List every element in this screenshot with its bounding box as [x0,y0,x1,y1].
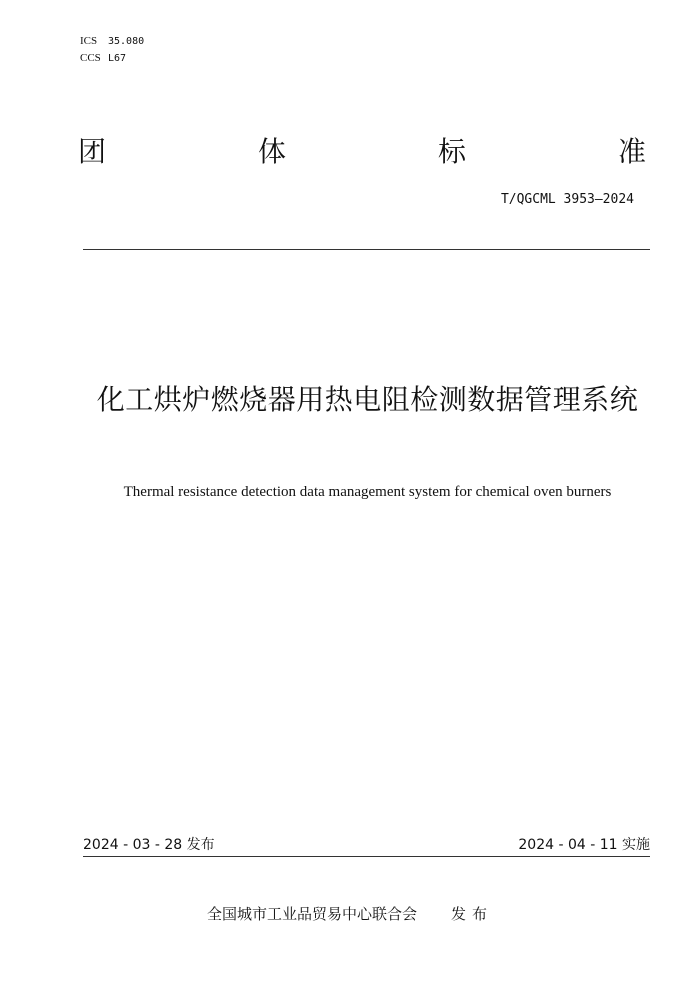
ccs-row [80,50,144,67]
ics-code: 35.080 [108,36,145,47]
standard-kind-char: 标 [437,135,466,168]
standard-kind-char: 准 [617,135,646,168]
publish-action: 发布 [451,905,494,923]
ccs-code: L67 [108,53,127,64]
standard-kind-heading [78,134,646,170]
document-title-chinese: 化工烘炉燃烧器用热电阻检测数据管理系统 [96,383,639,416]
standard-kind-char: 团 [78,135,107,168]
ics-label: ICS [80,35,98,47]
document-title-english: Thermal resistance detection data management system for chemical oven burners [123,484,612,500]
standard-number: T/QGCML 3953—2024 [500,192,634,207]
ics-row [80,33,144,50]
implementation-date: 2024 - 04 - 11 实施 [518,837,650,853]
publisher-name: 全国城市工业品贸易中心联合会 [206,905,417,923]
issue-date: 2024 - 03 - 28 发布 [83,837,215,853]
ccs-label: CCS [80,52,101,64]
top-divider [83,249,650,250]
publisher-line [0,903,700,924]
classification-codes [80,33,144,67]
bottom-divider [83,856,650,857]
standard-kind-char: 体 [257,135,286,168]
dates-row [83,834,650,854]
